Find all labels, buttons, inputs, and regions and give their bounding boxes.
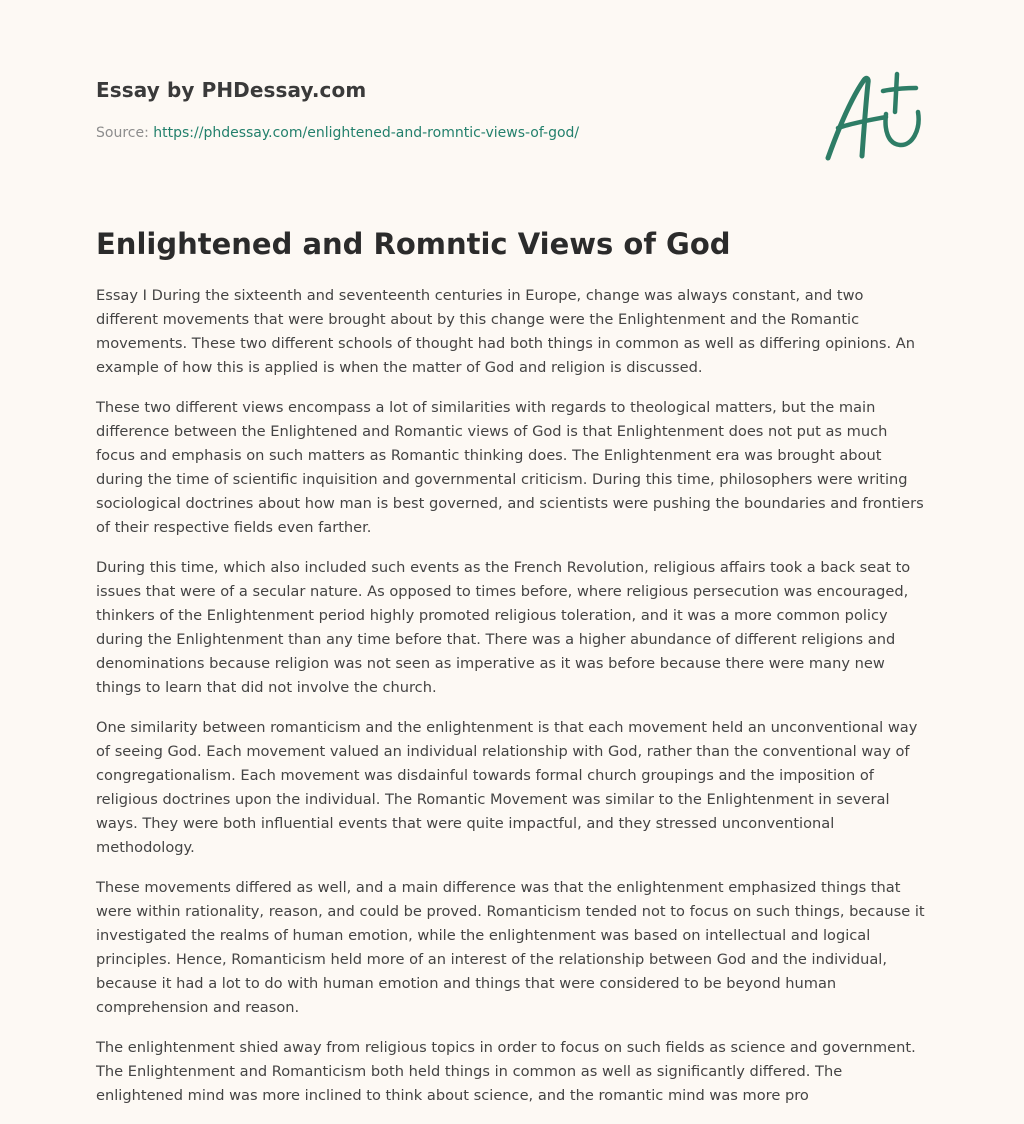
essay-header bbox=[96, 76, 696, 143]
essay-title: Enlightened and Romntic Views of God bbox=[96, 227, 731, 261]
essay-paragraph: These movements differed as well, and a main difference was that the enlightenment emphasized things that were within rationality, reason, and could be proved. Romanticism tended not to focus on such things, because it investigated the realms of human emotion, while the enlightenment was based on intellectual and logical principles. Hence, Romanticism held more of an interest of the relationship between God and the individual, because it had a lot to do with human emotion and things that were considered to be beyond human comprehension and reason. bbox=[96, 879, 925, 1016]
a-plus-logo-icon bbox=[820, 66, 930, 166]
essay-body bbox=[96, 284, 930, 1124]
site-title: Essay by PHDessay.com bbox=[96, 78, 367, 102]
essay-paragraph: These two different views encompass a lot of similarities with regards to theological matters, but the main difference between the Enlightened and Romantic views of God is that Enlightenment does not put as much focus and emphasis on such matters as Romantic thinking does. The Enlightenment era was brought about during the time of scientific inquisition and governmental criticism. During this time, philosophers were writing sociological doctrines about how man is best governed, and scientists were pushing the boundaries and frontiers of their respective fields even farther. bbox=[96, 399, 924, 536]
source-line bbox=[96, 123, 696, 143]
essay-paragraph: During this time, which also included such events as the French Revolution, religious affairs took a back seat to issues that were of a secular nature. As opposed to times before, where religious persecution was encouraged, thinkers of the Enlightenment period highly promoted religious toleration, and it was a more common policy during the Enlightenment than any time before that. There was a higher abundance of different religions and denominations because religion was not seen as imperative as it was before because there were many new things to learn that did not involve the church. bbox=[96, 559, 911, 696]
essay-paragraph: Essay I During the sixteenth and seventeenth centuries in Europe, change was always constant, and two different movements that were brought about by this change were the Enlightenment and the Romantic movements. These two different schools of thought had both things in common as well as differing opinions. An example of how this is applied is when the matter of God and religion is discussed. bbox=[96, 287, 916, 376]
source-label: Source: bbox=[96, 125, 149, 141]
source-link[interactable]: https://phdessay.com/enlightened-and-romntic-views-of-god/ bbox=[153, 125, 580, 141]
essay-paragraph: One similarity between romanticism and the enlightenment is that each movement held an unconventional way of seeing God. Each movement valued an individual relationship with God, rather than the conventional way of congregationalism. Each movement was disdainful towards formal church groupings and the imposition of religious doctrines upon the individual. The Romantic Movement was similar to the Enlightenment in several ways. They were both influential events that were quite impactful, and they stressed unconventional methodology. bbox=[96, 719, 918, 856]
essay-paragraph: The enlightenment shied away from religious topics in order to focus on such fields as science and government. The Enlightenment and Romanticism both held things in common as well as significantly differed. The enlightened mind was more inclined to think about science, and the romantic mind was more pro bbox=[96, 1039, 916, 1104]
